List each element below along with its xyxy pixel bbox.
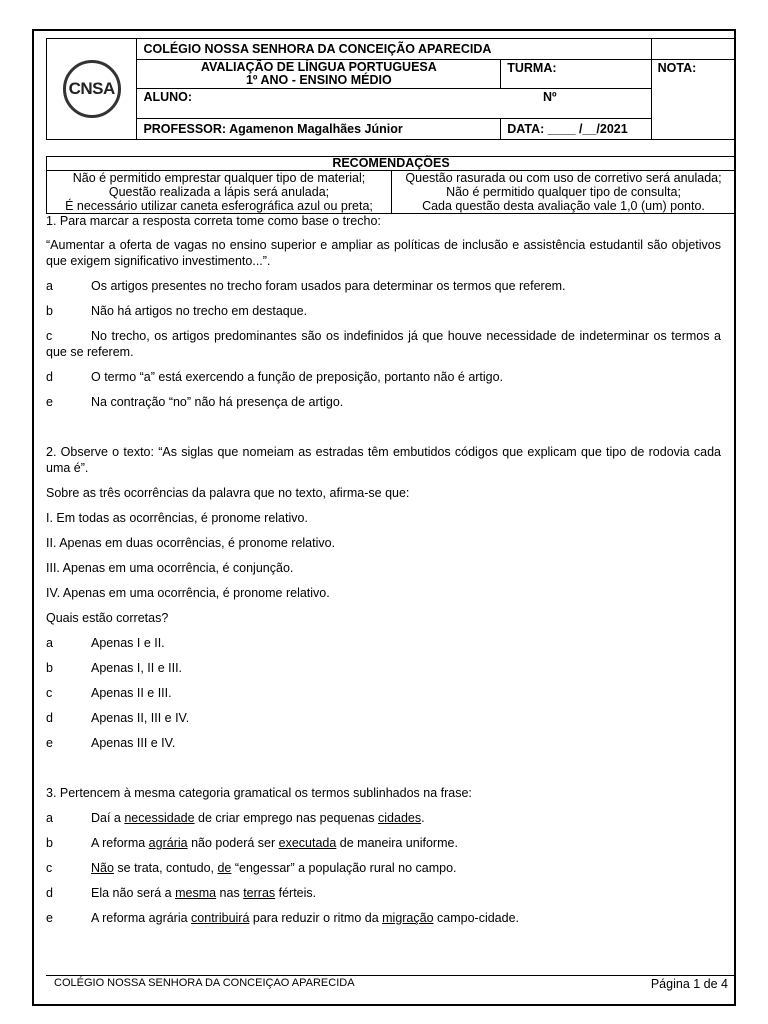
exam-title: AVALIAÇÃO DE LÍNGUA PORTUGUESA 1º ANO - ENSINO MÉDIO xyxy=(137,60,501,89)
page-number: Página 1 de 4 xyxy=(650,977,728,991)
q2-statement-3: III. Apenas em uma ocorrência, é conjunção. xyxy=(46,561,294,575)
recommendations-right: Questão rasurada ou com uso de corretivo será anulada; Não é permitido qualquer tipo de consulta; Cada questão desta avaliação vale 1,0 (um) ponto. xyxy=(392,171,736,214)
q2-option-c: c Apenas II e III. xyxy=(46,686,172,700)
q3-option-e: e A reforma agrária contribuirá para reduzir o ritmo da migração campo-cidade. xyxy=(46,911,520,925)
school-name: COLÉGIO NOSSA SENHORA DA CONCEIÇÃO APARECIDA xyxy=(137,39,651,60)
q3-intro: 3. Pertencem à mesma categoria gramatical os termos sublinhados na frase: xyxy=(46,786,472,800)
q2-statement-1: I. Em todas as ocorrências, é pronome relativo. xyxy=(46,511,308,525)
aluno-field: ALUNO: xyxy=(143,90,193,104)
q1-option-a: a Os artigos presentes no trecho foram usados para determinar os termos que referem. xyxy=(46,279,566,293)
q1-intro: 1. Para marcar a resposta correta tome como base o trecho: xyxy=(46,214,381,228)
q2-intro: 2. Observe o texto: “As siglas que nomeiam as estradas têm embutidos códigos que explicam que tipo de rodovia cada uma é”. xyxy=(46,445,721,475)
q3-option-d: d Ela não será a mesma nas terras férteis. xyxy=(46,886,317,900)
q2-option-d: d Apenas II, III e IV. xyxy=(46,711,190,725)
professor-field: PROFESSOR: Agamenon Magalhães Júnior xyxy=(137,119,501,140)
footer-school: COLÉGIO NOSSA SENHORA DA CONCEIÇAO APARECIDA xyxy=(54,977,355,989)
q2-sub: Sobre as três ocorrências da palavra que no texto, afirma-se que: xyxy=(46,486,410,500)
exam-content xyxy=(46,213,721,926)
recommendations-left: Não é permitido emprestar qualquer tipo de material; Questão realizada a lápis será anulada; É necessário utilizar caneta esferográfica azul ou preta; xyxy=(47,171,392,214)
school-logo xyxy=(63,60,121,118)
recommendations-title: RECOMENDAÇÕES xyxy=(47,157,736,171)
logo-text: CNSA xyxy=(68,79,115,98)
q1-quote: “Aumentar a oferta de vagas no ensino superior e ampliar as políticas de inclusão e assistência estudantil são objetivos que exigem significativo investimento...”. xyxy=(46,238,721,268)
q1-option-e: e Na contração “no” não há presença de artigo. xyxy=(46,395,344,409)
q2-statement-2: II. Apenas em duas ocorrências, é pronome relativo. xyxy=(46,536,336,550)
q1-option-b: b Não há artigos no trecho em destaque. xyxy=(46,304,308,318)
recommendations-table xyxy=(46,156,736,214)
nota-field: NOTA: xyxy=(651,60,735,140)
aluno-row xyxy=(137,89,651,119)
q2-option-e: e Apenas III e IV. xyxy=(46,736,176,750)
page-footer xyxy=(46,975,736,991)
numero-field: Nº xyxy=(543,90,557,104)
exam-header xyxy=(46,38,736,140)
q3-option-b: b A reforma agrária não poderá ser executada de maneira uniforme. xyxy=(46,836,458,850)
q1-option-d: d O termo “a” está exercendo a função de preposição, portanto não é artigo. xyxy=(46,370,504,384)
q3-option-a: a Daí a necessidade de criar emprego nas pequenas cidades. xyxy=(46,811,425,825)
q3-option-c: c Não se trata, contudo, de “engessar” a população rural no campo. xyxy=(46,861,457,875)
q2-question: Quais estão corretas? xyxy=(46,611,169,625)
q2-option-b: b Apenas I, II e III. xyxy=(46,661,183,675)
date-field: DATA: ____ /__/2021 xyxy=(501,119,651,140)
logo-cell xyxy=(47,39,137,140)
q2-statement-4: IV. Apenas em uma ocorrência, é pronome relativo. xyxy=(46,586,330,600)
q2-option-a: a Apenas I e II. xyxy=(46,636,165,650)
turma-field: TURMA: xyxy=(501,60,651,89)
q1-option-c: c No trecho, os artigos predominantes são os indefinidos já que houve necessidade de indeterminar os termos a que se referem. xyxy=(46,329,721,359)
